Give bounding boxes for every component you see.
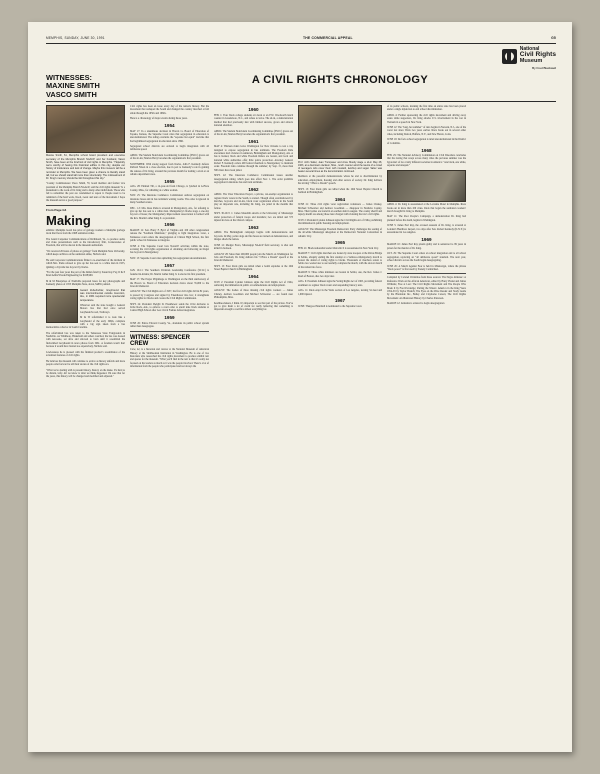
masthead bbox=[46, 36, 556, 41]
c3-event-6: SEPT. 30-OCT. 1: James Meredith enrolls at the University of Mississippi under protection of federal troops and marshals; two are killed and 375 injured in riots on the Oxford campus. bbox=[214, 212, 293, 223]
c1-paragraph-8: M & W refurbished it to look like a Greyhound of the early 1960s, complete with a big sign taken from a bus memorabilia collector in South Carolina. bbox=[46, 316, 125, 330]
c2-event-10: NOV. 13: Supreme Court rules upholding bus segregation unconstitutional. bbox=[130, 256, 207, 260]
headline-rule bbox=[46, 101, 556, 102]
c2-event-12: MAY 17: The Prayer Pilgrimage to Washington on the third anniversary of the Brown vs. Board of Education decision draws about 35,000 to the Lincoln Memorial. bbox=[130, 278, 209, 288]
photo-byline: By Fred Blackwell bbox=[532, 66, 556, 71]
c1-paragraph-11: He believes the museum will continue to evolve as history unfolds and more people order forward to tell their stories of the civil rights era. bbox=[46, 359, 125, 367]
museum-mark-icon bbox=[502, 49, 517, 64]
logo-line-2: Civil Rights bbox=[519, 51, 556, 59]
c1-paragraph-4: He said Corporate Communications filmed a re-enactment of the incident in which Mrs. Parks refused to give up her bus seat to a white man in 1955, igniting a citywide bus boycott by blacks. bbox=[46, 258, 125, 269]
year-1965: 1965 bbox=[334, 240, 346, 246]
witness-name-2: VASCO SMITH bbox=[46, 89, 97, 99]
witness-portrait-caption: Maxine Smith, 61, Memphis school board president and executive secretary of the Memphis Branch NAACP, and her husband, Vasco Smith, have been at the forefront of civil rights in Memphis. "Hopefully we're worthy of having this historical edifice in this city, despite our history of intolerance and lack of change. Maybe this museum will be a reminder to Memphis. We have been given a chance to literally stand tall, but we should stand tall more than structurally. The mistreatment of Dr. King's memory should be felt throughout this city." bbox=[46, 154, 125, 181]
c4-event-3: JULY 2: President Lyndon Johnson signs the Civil Rights Act of 1964, prohibiting discrimination in public housing and employment. bbox=[298, 218, 382, 226]
c4-event-4: AUGUST: The Mississippi Freedom Democratic Party challenges the seating of the all-white Mississippi delegation at the Democratic National Convention in Atlantic City. bbox=[298, 227, 382, 238]
c3-event-1: FEB. 1: Four black college students sit down at an F.W. Woolworth lunch counter in Greensboro, N.C., and refuse to leave. The sit-in, a demonstration method that had previously met with limited success, grows and attracts national attention. bbox=[214, 113, 293, 127]
crew-lead: Crew, 42, is a historian and curator at the National Museum of American History at the Smithsonian Institution in Washington. He is one of two historians who researched the civil rights movement to produce exhibit text and quotes for the museum. "What you'll find in the text is that it's really not focused on the leaders as much as it was the people involved. There's a lot of information from the people who participated and not always the bbox=[130, 348, 209, 368]
year-1961: 1961 bbox=[248, 138, 259, 144]
museum-logo-row bbox=[46, 47, 556, 65]
logo-line-3: Museum bbox=[519, 58, 543, 65]
logo-line-1: National bbox=[519, 46, 540, 52]
c5-event-12: MARCH 12: Alabama is ordered to begin desegregation bbox=[387, 302, 445, 306]
c2-event-6: NOV. 25: The Interstate Commerce Commission outlaws segregation on interstate buses and in bus terminals waiting rooms. The order is ignored in many Southern states. bbox=[130, 194, 209, 204]
crew-continued: headline-makers, I think. It's important to see that part of the picture. You've got to give them a lot of credit for really believing that something is important enough to sacrifice almost everything for. bbox=[214, 301, 293, 312]
year-1954: 1954 bbox=[164, 123, 175, 128]
page-number: G5 bbox=[551, 36, 556, 40]
museum-logo-text bbox=[520, 47, 556, 65]
gerard-caption: Gerard Zuberbuhler, Greyhound that was intercontinental outside Asuncion, Ala., in 1961 required more spectacular temperature. bbox=[80, 288, 125, 302]
national-civil-rights-museum-logo bbox=[502, 47, 556, 65]
sit-in-photo-caption: Prof. John Salter, Jean Trumpauer and Anne Moody stage a sit-in May 28, 1963, at a downtown Jackson, Miss., lunch counter amid the taunts of a crowd of teenagers who cover them with mustard, ketchup and sugar. Salter was beaten several times as the demonstration continued. bbox=[298, 161, 382, 174]
c2-event-15: JUNE 26: Prince Edward County, Va., abandons its public school system rather than desegregate. bbox=[130, 321, 209, 329]
c1-paragraph-5: "For the past four years the part of the Indian fund by Susan Kay Fay, D & P hired Addis/Vlasak Engineering for $108,900. bbox=[46, 271, 125, 278]
c5-event-8: MARCH 10: James Earl Ray pleads guilty and is sentenced to 99 years in prison for the murder of Dr. King. bbox=[387, 243, 466, 250]
year-1957: 1957 bbox=[164, 262, 175, 268]
c2-event-8: MARCH 12: Sen. Harry F. Byrd of Virginia and 100 other congressmen release the "Southern Manifesto," pledging to fight integration. Later, a Tennessee court orders the desegregation of Clinton High School, the first public school in Tennessee to integrate. bbox=[130, 228, 209, 243]
c2-divider bbox=[130, 331, 209, 332]
c5-event-0: of its public schools, marking the first time an entire state has been placed under a single injunction to end school discrimination. bbox=[387, 104, 466, 112]
page-inner bbox=[46, 36, 556, 738]
witnesses-label: WITNESSES: bbox=[46, 73, 92, 83]
c1-paragraph-1: "County Commissioner Vasco Smith, 70, board member and former vice president of the Memphis Branch NAACP, said the civil rights museum "is a monument to the work of Dr. King and to many other individuals. Those who fail to remember the past are condemned to repeat it. People need to be reminded of the hard work, blood, sweat and tears of the movement. I hope the museum serves a good purpose." bbox=[46, 182, 125, 203]
c1-paragraph-3: "We received 26 hours of photos at garbage" from Memphis State University, which keeps archives on the sanitation strike, Nichols said. bbox=[46, 249, 125, 257]
from-page-label: From Page G4 bbox=[46, 207, 67, 212]
c3-event-9: AUGUST 28: More than 200,000 people join the March on Washington for Jobs and Freedom; Dr. King delivers his "I Have a Dream" speech at the Lincoln Memorial. bbox=[214, 252, 293, 263]
king-assassination-photo bbox=[387, 170, 466, 202]
c2-event-9: JUNE 4: The Supreme Court bars NAACP activities within the state, accusing the civil rights organization of obtaining and following an illegal bus boycott in Montgomery. bbox=[130, 244, 209, 255]
c4-event-7: MARCH 9: Three white ministers are beaten in Selma; one, the Rev. James J. Reeb of Boston, dies two days later. bbox=[298, 271, 382, 278]
making-headline: Making bbox=[46, 212, 91, 228]
year-1956: 1956 bbox=[164, 222, 175, 228]
c4-event-10: JUNE: Thurgood Marshall is nominated to the Supreme Court. bbox=[298, 304, 363, 308]
witness-crew-headline: WITNESS: SPENCER CREW bbox=[130, 334, 191, 347]
c5-event-4: FEB. 29: The National Advisory Commission on Civil Disorders concludes that the rioting that swept across many cities the previous summer was the byproduct of two vastly different societies in America: "one black, one white, separate and unequal." bbox=[387, 154, 467, 168]
c2-event-3: APRIL: The Student Nonviolent Coordinating Committee (SNCC) grows out of the sit-ins; Marion Barry becomes the organization's first president. bbox=[130, 154, 209, 161]
c5-event-7: JUNE 5: James Earl Ray, the accused assassin of Dr. King, is arrested at London's Heathrow Airport, two days after Sen. Robert Kennedy (D-N.Y.) is assassinated in Los Angeles. bbox=[387, 224, 466, 235]
c1-divider bbox=[46, 205, 125, 206]
c5-event-10: JUNE 26: A March Against Fear is held in Mississippi, where the phrase "black power" is first used by Stokely Carmichael. bbox=[387, 264, 466, 271]
masthead-title: THE COMMERCIAL APPEAL bbox=[302, 36, 353, 40]
c2-event-13: AUGUST: The Civil Rights Act of 1957, the first civil rights bill in 82 years, is passed by Congress and signed by Eisenhower into law; it strengthens voting rights for blacks and creates the Civil Rights Commission. bbox=[130, 290, 209, 301]
c3-event-5: APRIL: The Voter Education Project, a private, tax-exempt organization to register black voters in the South, is started. Though often overshadowed by marches, boycotts and sit-ins, black voter registration efforts in the South play an important role, including Dr. King, are jailed in the months that follow. bbox=[214, 193, 293, 210]
year-1964-c4: 1964 bbox=[334, 196, 346, 202]
c1-paragraph-10: Lawlessness he is pleased with the finished product's resemblance of the actualized features of civil rights. bbox=[46, 350, 125, 358]
c3-event-10: SEPT. 15: Four black girls are killed when a bomb explodes at the 16th Street Baptist Church in Birmingham. bbox=[214, 264, 293, 272]
c5-event-6: MAY 11: The Poor People's Campaign, a demonstration Dr. King had planned before his death, begins in Washington. bbox=[387, 215, 466, 222]
c4-event-6: MARCH 7: Civil rights marchers are beaten by state troopers at the Pettus Bridge in Selma, abruptly ending the first attempt at a Selma-to-Montgomery march to protest the denial of voting rights to blacks. Thousands of marchers return to Selma two weeks later to successfully complete the march, with the slow-it march of the nation into force. bbox=[298, 252, 382, 269]
column-4 bbox=[298, 105, 382, 381]
c3-event-2: APRIL: The Student Nonviolent Coordinating Committee (SNCC) grows out of the sit-ins; Marion Barry becomes the organization's first president. bbox=[214, 129, 293, 136]
c3-event-12: AUGUST: The bodies of three missing civil rights workers — James Chaney, Andrew Goodman and Michael Schwerner — are found near Philadelphia, Miss. bbox=[214, 289, 293, 300]
c5-divider bbox=[387, 273, 466, 274]
c3-event-8: JUNE 12: Medgar Evers, Mississippi NAACP field secretary, is shot and killed in Jackson. bbox=[214, 243, 293, 251]
newspaper-page bbox=[28, 22, 572, 752]
c4-event-9: AUG. 11: Riots erupt in the Watts section of Los Angeles, leaving 34 dead and 1,000 injured. bbox=[298, 289, 382, 296]
c2-event-2: Segregated school districts are ordered to begin integration with all deliberate speed. bbox=[130, 145, 209, 152]
article-columns bbox=[46, 105, 556, 381]
c2-event-4: NOVEMBER: With strong support from blacks, John F. Kennedy defeats Richard Nixon in a close election, due in part to Kennedy's role in gaining the release of Dr. King, arrested the previous month for leading a sit-in at an Atlanta department store. bbox=[130, 162, 209, 177]
masthead-dateline: MEMPHIS, SUNDAY, JUNE 30, 1991 bbox=[46, 36, 105, 40]
c3-event-7: APRIL: The Birmingham campaign begins with demonstrations and boycotts. In May, police dogs and fire hoses are turned on demonstrators, and images shock the nation. bbox=[214, 231, 293, 242]
witness-name-1: MAXINE SMITH bbox=[46, 81, 100, 91]
c2-lead-1: Civil rights has been an issue every day of the nation's history. But the movement that reshaped the South and changed the country marched at full stride through the 1950s and 1960s. bbox=[130, 104, 209, 115]
c4-event-0: Members at the peaceful demonstrations where he and to discrimination by education, employment, housing and other sectors of society. Dr. King delivers his stirring "I Have a Dream" speech. bbox=[298, 175, 382, 185]
c2-event-7: DEC. 1-5: Mrs. Rosa Parks is arrested in Montgomery, Ala., for refusing to give up her bus seat to a white man. Montgomery's blacks stage a one-day boycott of buses; the Montgomery Improvement Association is formed with the Rev. Martin Luther King Jr. as president. bbox=[130, 206, 209, 220]
witness-portrait-photo bbox=[46, 105, 125, 153]
c4-event-8: AUG. 6: President Johnson signs the Voting Rights Act of 1965, providing federal examiners to register black voters and suspending literacy tests. bbox=[298, 280, 382, 287]
column-5 bbox=[387, 105, 466, 381]
year-1969: 1969 bbox=[421, 236, 432, 242]
witnesses-headline bbox=[46, 74, 124, 99]
year-1968: 1968 bbox=[421, 147, 432, 153]
c1-paragraph-7: Whatever said the state bought a General Motors bus that had once served Greyhound's road, Trailways. bbox=[80, 303, 125, 314]
year-1962: 1962 bbox=[248, 186, 259, 192]
sit-in-photo bbox=[298, 105, 382, 159]
c2-lead-2: Here is a chronology of major events during those years. bbox=[130, 117, 188, 121]
year-1955: 1955 bbox=[164, 178, 175, 184]
c1-paragraph-12: "What we're dealing with is present history, history on the make. It's hard to be distant, lofty. All we know is what we think happened. I'm sure that for the years, this history will be changed and modified and adjusted." bbox=[46, 368, 125, 379]
c1-making-lead: exhibits: Memphis board bus price of garbage workers a Memphis garbage truck that flows from the 1968 sanitation strike. bbox=[46, 228, 125, 236]
c2-event-1: MAY 17: In a unanimous decision in Brown vs. Board of Education of Topeka, Kansas, the Supreme Court rules that segregation in education is unconstitutional. The ruling overturns the "separate but equal" doctrine that had legitimized segregation in education since 1896. bbox=[130, 129, 209, 143]
year-1959: 1959 bbox=[164, 315, 175, 321]
column-1 bbox=[46, 105, 125, 381]
c3-event-4: SEPT. 22: The Interstate Commerce Commission issues another desegregation ruling, which goes into effect Nov. 1. The order prohibits segregation in interstate bus and train terminals. bbox=[214, 174, 293, 184]
c4-event-1: SEPT. 15: Four black girls are killed when the 16th Street Baptist Church is bombed in Birmingham. bbox=[298, 187, 382, 194]
year-1967: 1967 bbox=[334, 298, 346, 304]
c1-paragraph-9: The refurbished bus was taken to the Tennessee State Fairgrounds in Nashville. As Wildmore, Blakefield and others watched, the bus was doused with kerosene, set afire and allowed to burn until it resembled the firebombed Greyhound in news photos from 1961. A foreman wasn't hurt because it would have burned too expensively, Nichols said. bbox=[46, 331, 125, 349]
c5-event-2: JUNE 12: The "long, hot summer" of riots begins in Newark, N.J., one of the worst riot since Watts two years earlier. Riots break out in several other cities, including Detroit, Buffalo, N.Y., and New Haven, Conn. bbox=[387, 126, 466, 136]
c5-event-9: OCT. 29: The Supreme Court orders an school integration end to all school segregation, replacing an "all deliberate speed" standard. The next year, school districts across the South begin desegregating. bbox=[387, 252, 466, 263]
c2-event-14: SEPT. 24: President Dwight D. Eisenhower sends the 101st Airborne to Little Rock, Ark., to enforce a court order to enroll nine black students at Central High School after Gov. Orval Faubus defies integration. bbox=[130, 302, 209, 313]
year-1964-c3: 1964 bbox=[248, 274, 259, 280]
c3-event-3: MAY 4: Thirteen riders leave Washington for New Orleans to test a trip designed to expose segregation in bus terminals. The Freedom Ride encounters mob violence in Anniston, Birmingham and Montgomery, Ala. A bus is burned, black and white Freedom Riders are beaten, and local and national white authorities offer little police protection. Attorney General Robert F. Kennedy orders 400 federal marshals to Montgomery to maintain order. Freedom rides continue through the summer; by Sept. 15, more than 300 riders have been jailed. bbox=[214, 145, 293, 172]
headline-row bbox=[46, 74, 556, 99]
c1-paragraph-6: M & M Enterprises of Nashville prepared bases for key photographs and Kennedy photos of 1955 Memphis State, down, M&W painted. bbox=[46, 279, 125, 287]
c3-event-11: JULY 2: President Lyndon Johnson signs the Civil Rights Act of 1964, outlawing discrimination in public accommodations and employment. bbox=[214, 280, 293, 287]
year-1963: 1963 bbox=[248, 224, 259, 230]
c5-event-5: APRIL 4: Dr. King is assassinated at the Lorraine Motel in Memphis. Riots break out in more than 100 cities. Riots that began the sanitation workers' march brought Dr. King to Memphis. bbox=[387, 203, 466, 213]
chronology-headline: A CIVIL RIGHTS CHRONOLOGY bbox=[251, 74, 429, 87]
c2-event-5: AUG. 28: Emmett Till, a 14-year-old from Chicago, is lynched in LeFlore County, Miss., for whistling at a white woman. bbox=[130, 185, 209, 192]
masthead-rule bbox=[46, 43, 556, 44]
c4-event-2: JUNE 21: Three civil rights voter registration volunteers — James Chaney, Michael Schwerner and Andrew Goodman — disappear in Neshoba County, Miss. Their bodies are found in an earthen dam in August. The county sheriff and deputy sheriff are among those later charged with violating the trio's civil rights. bbox=[298, 203, 382, 217]
c1-paragraph-2: The Grand Carpenter Communications of Richmond, Va., to produce audio and video presentations such as the introductory film, Cornerstones of Freedom, that will be shown in the museum auditorium. bbox=[46, 237, 125, 248]
year-1960: 1960 bbox=[248, 107, 259, 113]
gerard-zuberbuhler-photo bbox=[46, 289, 78, 323]
c5-sources: Compiled by Colonel Christmas from these sources: The Negro Almanac: A Reference Work on the African American, edited by Harry Ploski and James Williams; Free at Last: The Civil Rights Movement and The People Who Made It by Fred Powledge; Parting the Waters: America in the King Years 1954-63 by Taylor Branch; The Eyes on the Prize Reader and Study Guide by the Blackside Inc., Bailey and Clayborne Carson; The Civil Rights Movement: An Illustrated History by Charles Patterson. bbox=[387, 276, 466, 300]
c5-event-3: JUNE 19: De facto school segregation is ruled unconstitutional in the District of Columbia. bbox=[387, 138, 467, 145]
column-3 bbox=[214, 105, 293, 381]
c2-event-11: JAN. 10-11: The Southern Christian Leadership Conference (SCLC) is founded in Atlanta; Dr. Martin Luther King Jr. is elected its first president. bbox=[130, 269, 209, 276]
c4-event-5: FEB. 21: Black nationalist leader Malcolm X is assassinated in New York City. bbox=[298, 246, 379, 250]
column-2 bbox=[130, 105, 209, 381]
c5-event-1: APRIL 4: Further sponsoring the civil rights movement and driving away states white supporters, Dr. King attacks U.S. involvement in the war in Vietnam in a speech in New York. bbox=[387, 113, 466, 124]
